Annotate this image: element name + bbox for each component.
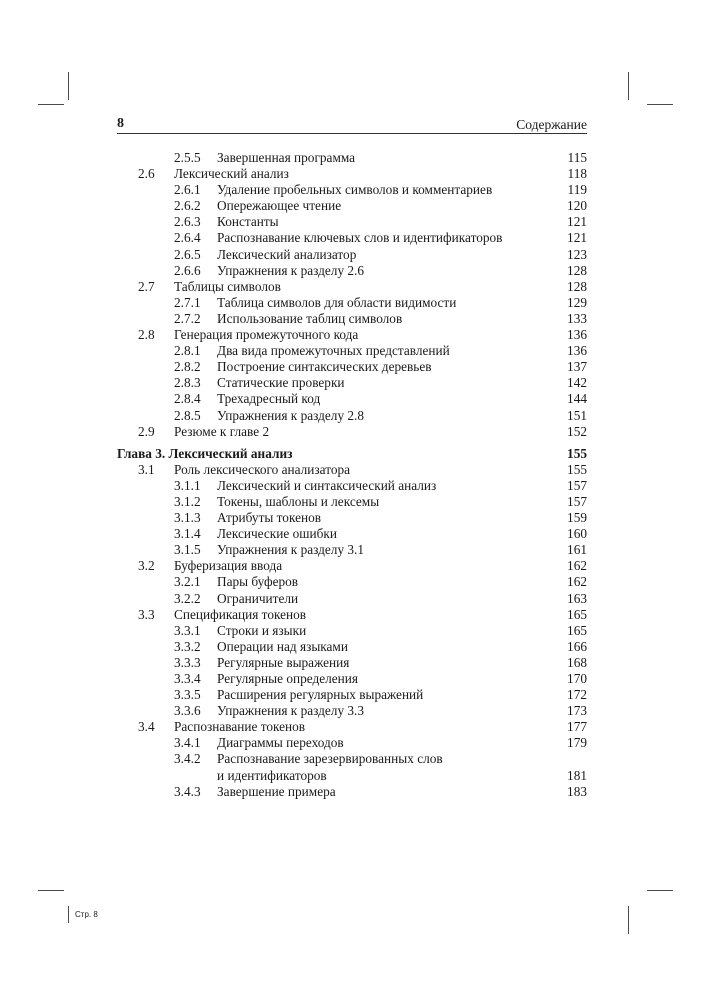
toc-entry-title: Таблицы символов — [174, 278, 281, 294]
toc-entry-page: 129 — [567, 294, 587, 310]
toc-subsection-row[interactable] — [117, 343, 587, 359]
toc-entry-title: Операции над языками — [217, 638, 348, 654]
toc-entry-number: 3.1 — [138, 461, 155, 477]
toc-section-row[interactable] — [117, 166, 587, 182]
toc-entry-page: 152 — [567, 423, 587, 439]
toc-subsection-row[interactable] — [117, 623, 587, 639]
running-header-title: Содержание — [516, 117, 587, 132]
toc-subsection-row[interactable] — [117, 510, 587, 526]
toc-entry-title: Завершение примера — [217, 783, 336, 799]
toc-subsection-row[interactable] — [117, 655, 587, 671]
toc-entry-page: 166 — [567, 638, 587, 654]
toc-entry-title: Роль лексического анализатора — [174, 461, 351, 477]
toc-entry-page: 128 — [567, 278, 587, 294]
crop-mark — [647, 890, 673, 891]
toc-entry-title: Лексический и синтаксический анализ — [217, 477, 437, 493]
toc-entry-title: Распознавание ключевых слов и идентификаторов — [217, 230, 503, 246]
header-rule — [117, 133, 587, 134]
toc-entry-page: 170 — [567, 671, 587, 686]
toc-entry-page: 161 — [567, 542, 587, 558]
toc-entry-number: 3.1.5 — [174, 542, 201, 558]
crop-mark — [68, 72, 69, 100]
toc-entry-number: 3.3.2 — [174, 638, 201, 654]
toc-entry-title: Спецификация токенов — [174, 606, 307, 622]
toc-section-row[interactable] — [117, 327, 587, 343]
toc-entry-page: 121 — [567, 214, 587, 230]
toc-entry-page: 115 — [567, 150, 587, 165]
toc-subsection-row[interactable] — [117, 150, 587, 166]
toc-entry-number: 3.4.3 — [174, 783, 201, 799]
toc-entry-page: 133 — [567, 310, 587, 326]
toc-entry-number: 3.3.6 — [174, 703, 201, 719]
toc-entry-page: 157 — [567, 477, 587, 493]
toc-entry-number: 2.7.2 — [174, 310, 201, 326]
toc-entry-title: Токены, шаблоны и лексемы — [217, 493, 380, 509]
toc-entry-number: 2.6.5 — [174, 246, 201, 262]
toc-entry-number: 2.6.1 — [174, 182, 201, 198]
toc-entry-page: 128 — [567, 262, 587, 278]
toc-subsection-row[interactable] — [117, 639, 587, 655]
toc-entry-title: Расширения регулярных выражений — [217, 687, 424, 703]
toc-entry-number: 3.3.3 — [174, 654, 201, 670]
toc-entry-page: 120 — [567, 198, 587, 214]
toc-section-row[interactable] — [117, 279, 587, 295]
toc-entry-title: Атрибуты токенов — [217, 510, 322, 526]
toc-entry-number: 3.4.2 — [174, 751, 201, 767]
toc-entry-number: 3.3.4 — [174, 671, 201, 686]
crop-mark — [628, 906, 629, 934]
toc-entry-title: Упражнения к разделу 2.8 — [217, 407, 365, 423]
toc-entry-number: 3.3.5 — [174, 687, 201, 703]
toc-entry-page: 168 — [567, 654, 587, 670]
toc-entry-number: 2.5.5 — [174, 150, 201, 165]
toc-entry-page: 151 — [567, 407, 587, 423]
toc-entry-page: 121 — [567, 230, 587, 246]
toc-entry-number: 2.6.4 — [174, 230, 201, 246]
toc-subsection-row[interactable] — [117, 591, 587, 607]
toc-entry-title: Пары буферов — [217, 574, 299, 590]
toc-subsection-row[interactable] — [117, 542, 587, 558]
crop-mark — [68, 906, 69, 923]
toc-entry-title: Константы — [217, 214, 279, 230]
toc-entry-title: Два вида промежуточных представлений — [217, 343, 450, 359]
toc-entry-number: 2.7 — [138, 278, 155, 294]
toc-entry-title: и идентификаторов — [217, 767, 327, 783]
toc-subsection-row[interactable] — [117, 735, 587, 751]
toc-entry-number: 3.1.2 — [174, 493, 201, 509]
footer-label: Стр. 8 — [75, 910, 98, 919]
toc-subsection-row[interactable] — [117, 687, 587, 703]
toc-entry-number: 2.9 — [138, 423, 155, 439]
toc-subsection-row[interactable] — [117, 768, 587, 784]
toc-subsection-row[interactable] — [117, 311, 587, 327]
toc-entry-title: Глава 3. Лексический анализ — [117, 445, 293, 461]
toc-entry-number: 3.3.1 — [174, 622, 201, 638]
page-number: 8 — [117, 116, 124, 131]
toc-entry-number: 3.1.1 — [174, 477, 201, 493]
toc-entry-title: Завершенная программа — [217, 150, 356, 165]
toc-entry-title: Опережающее чтение — [217, 198, 342, 214]
crop-mark — [628, 72, 629, 100]
toc-entry-page: 142 — [567, 375, 587, 391]
crop-mark — [38, 104, 64, 105]
toc-entry-title: Распознавание токенов — [174, 719, 306, 735]
toc-entry-page: 172 — [567, 687, 587, 703]
toc-entry-title: Распознавание зарезервированных слов — [217, 751, 443, 767]
toc-entry-number: 2.8.5 — [174, 407, 201, 423]
toc-subsection-row[interactable] — [117, 751, 587, 767]
toc-subsection-row[interactable] — [117, 230, 587, 246]
toc-entry-title: Лексический анализ — [174, 166, 289, 182]
toc-entry-number: 3.2.2 — [174, 590, 201, 606]
toc-entry-page: 162 — [567, 574, 587, 590]
toc-entry-page: 157 — [567, 493, 587, 509]
toc-entry-page: 144 — [567, 391, 587, 407]
toc-section-row[interactable] — [117, 719, 587, 735]
toc-entry-page: 173 — [567, 703, 587, 719]
toc-subsection-row[interactable] — [117, 359, 587, 375]
toc-subsection-row[interactable] — [117, 263, 587, 279]
toc-subsection-row[interactable] — [117, 214, 587, 230]
toc-entry-number: 2.8 — [138, 327, 155, 343]
toc-entry-page: 155 — [567, 445, 587, 461]
toc-section-row[interactable] — [117, 462, 587, 478]
toc-subsection-row[interactable] — [117, 526, 587, 542]
toc-entry-title: Построение синтаксических деревьев — [217, 359, 432, 375]
toc-entry-title: Лексические ошибки — [217, 526, 337, 542]
toc-entry-page: 160 — [567, 526, 587, 542]
toc-entry-page: 123 — [567, 246, 587, 262]
toc-entry-page: 159 — [567, 510, 587, 526]
crop-mark — [647, 104, 673, 105]
toc-entry-title: Упражнения к разделу 3.3 — [217, 703, 365, 719]
table-of-contents — [117, 150, 587, 800]
toc-entry-title: Лексический анализатор — [217, 246, 357, 262]
toc-subsection-row[interactable] — [117, 375, 587, 391]
toc-entry-page: 136 — [567, 343, 587, 359]
toc-entry-title: Генерация промежуточного кода — [174, 327, 359, 343]
toc-subsection-row[interactable] — [117, 198, 587, 214]
toc-subsection-row[interactable] — [117, 478, 587, 494]
toc-entry-title: Упражнения к разделу 2.6 — [217, 262, 365, 278]
toc-entry-number: 2.8.2 — [174, 359, 201, 375]
toc-entry-number: 2.8.3 — [174, 375, 201, 391]
toc-entry-page: 179 — [567, 735, 587, 751]
toc-entry-title: Ограничители — [217, 590, 299, 606]
toc-entry-number: 2.8.4 — [174, 391, 201, 407]
toc-entry-page: 162 — [567, 558, 587, 574]
toc-entry-number: 2.8.1 — [174, 343, 201, 359]
toc-subsection-row[interactable] — [117, 247, 587, 263]
toc-entry-title: Упражнения к разделу 3.1 — [217, 542, 365, 558]
toc-entry-number: 3.1.3 — [174, 510, 201, 526]
toc-section-row[interactable] — [117, 607, 587, 623]
toc-entry-page: 119 — [567, 182, 587, 198]
toc-chapter-row[interactable] — [117, 446, 587, 462]
toc-subsection-row[interactable] — [117, 574, 587, 590]
toc-subsection-row[interactable] — [117, 494, 587, 510]
toc-entry-number: 2.6.6 — [174, 262, 201, 278]
toc-entry-number: 3.2.1 — [174, 574, 201, 590]
toc-entry-page: 137 — [567, 359, 587, 375]
toc-section-row[interactable] — [117, 424, 587, 440]
toc-entry-page: 118 — [567, 166, 587, 182]
toc-subsection-row[interactable] — [117, 408, 587, 424]
toc-entry-title: Регулярные выражения — [217, 654, 350, 670]
toc-entry-title: Трехадресный код — [217, 391, 321, 407]
toc-entry-title: Строки и языки — [217, 622, 307, 638]
toc-entry-title: Диаграммы переходов — [217, 735, 344, 751]
toc-entry-page: 165 — [567, 622, 587, 638]
toc-entry-title: Статические проверки — [217, 375, 345, 391]
crop-mark — [38, 890, 64, 891]
toc-section-row[interactable] — [117, 558, 587, 574]
toc-subsection-row[interactable] — [117, 671, 587, 687]
toc-entry-page: 136 — [567, 327, 587, 343]
toc-subsection-row[interactable] — [117, 182, 587, 198]
toc-entry-page: 155 — [567, 461, 587, 477]
toc-subsection-row[interactable] — [117, 784, 587, 800]
toc-entry-number: 3.4.1 — [174, 735, 201, 751]
toc-entry-number: 2.7.1 — [174, 294, 201, 310]
toc-subsection-row[interactable] — [117, 703, 587, 719]
toc-entry-title: Регулярные определения — [217, 671, 359, 686]
toc-entry-page: 181 — [567, 767, 587, 783]
toc-entry-page: 163 — [567, 590, 587, 606]
toc-entry-number: 3.3 — [138, 606, 155, 622]
toc-subsection-row[interactable] — [117, 295, 587, 311]
toc-entry-page: 183 — [567, 783, 587, 799]
toc-entry-title: Удаление пробельных символов и комментариев — [217, 182, 493, 198]
toc-entry-number: 2.6.3 — [174, 214, 201, 230]
toc-entry-title: Использование таблиц символов — [217, 310, 403, 326]
toc-entry-title: Таблица символов для области видимости — [217, 294, 457, 310]
toc-subsection-row[interactable] — [117, 391, 587, 407]
toc-entry-number: 2.6 — [138, 166, 155, 182]
toc-entry-number: 3.1.4 — [174, 526, 201, 542]
toc-entry-number: 3.4 — [138, 719, 155, 735]
toc-entry-number: 2.6.2 — [174, 198, 201, 214]
toc-entry-page: 165 — [567, 606, 587, 622]
toc-entry-title: Резюме к главе 2 — [174, 423, 270, 439]
toc-entry-page: 177 — [567, 719, 587, 735]
toc-entry-title: Буферизация ввода — [174, 558, 283, 574]
toc-entry-number: 3.2 — [138, 558, 155, 574]
